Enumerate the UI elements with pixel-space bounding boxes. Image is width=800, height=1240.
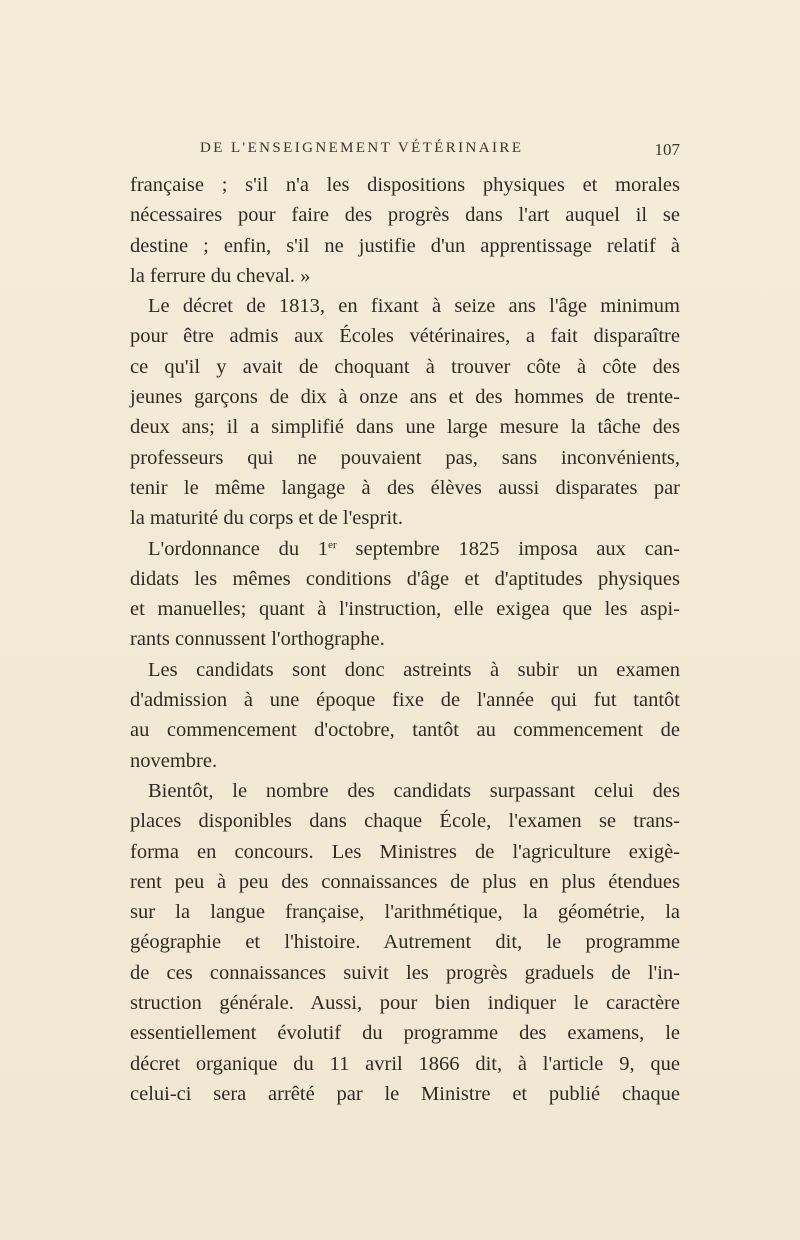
text-line: nécessaires pour faire des progrès dans l'art auquel il se bbox=[130, 204, 680, 227]
text-line: Les candidats sont donc astreints à subir un examen bbox=[148, 658, 680, 681]
text-line: décret organique du 11 avril 1866 dit, à l'article 9, que bbox=[130, 1052, 680, 1075]
paragraph-1 bbox=[130, 170, 680, 291]
text-line: Bientôt, le nombre des candidats surpassant celui des bbox=[148, 779, 680, 802]
paragraph-4 bbox=[130, 655, 680, 776]
text-line: tenir le même langage à des élèves aussi disparates par bbox=[130, 476, 680, 499]
text-line: et manuelles; quant à l'instruction, elle exigea que les aspi- bbox=[130, 598, 680, 621]
body-text bbox=[130, 170, 680, 1109]
text-line: essentiellement évolutif du programme des examens, le bbox=[130, 1022, 680, 1045]
text-line bbox=[130, 534, 680, 564]
text-line: d'admission à une époque fixe de l'année qui fut tantôt bbox=[130, 689, 680, 712]
text-line: places disponibles dans chaque École, l'examen se trans- bbox=[130, 810, 680, 833]
text-line: professeurs qui ne pouvaient pas, sans inconvénients, bbox=[130, 446, 680, 469]
paragraph-3 bbox=[130, 534, 680, 655]
text-line: sur la langue française, l'arithmétique, la géométrie, la bbox=[130, 901, 680, 924]
text-line: rants connussent l'orthographe. bbox=[130, 628, 385, 651]
text-line: celui-ci sera arrêté par le Ministre et publié chaque bbox=[130, 1082, 680, 1105]
paragraph-5 bbox=[130, 776, 680, 1109]
text-line: novembre. bbox=[130, 749, 218, 772]
text-line: forma en concours. Les Ministres de l'agriculture exigè- bbox=[130, 840, 680, 863]
text-line: destine ; enfin, s'il ne justifie d'un apprentissage relatif à bbox=[130, 234, 680, 257]
running-title: DE L'ENSEIGNEMENT VÉTÉRINAIRE bbox=[200, 140, 524, 156]
text-line: pour être admis aux Écoles vétérinaires, a fait disparaître bbox=[130, 325, 680, 348]
text-line: deux ans; il a simplifié dans une large mesure la tâche des bbox=[130, 416, 680, 439]
ordinal-superscript: er bbox=[328, 538, 337, 551]
text-fragment: L'ordonnance du 1 bbox=[148, 537, 329, 560]
page-number: 107 bbox=[654, 140, 680, 159]
text-line: la maturité du corps et de l'esprit. bbox=[130, 507, 403, 530]
paragraph-2 bbox=[130, 291, 680, 533]
text-line: rent peu à peu des connaissances de plus en plus étendues bbox=[130, 870, 680, 893]
text-line: struction générale. Aussi, pour bien indiquer le caractère bbox=[130, 992, 680, 1015]
text-line: didats les mêmes conditions d'âge et d'aptitudes physiques bbox=[130, 567, 680, 590]
text-line: géographie et l'histoire. Autrement dit, le programme bbox=[130, 931, 680, 954]
text-line: la ferrure du cheval. » bbox=[130, 264, 311, 287]
text-fragment: septembre 1825 imposa aux can- bbox=[336, 537, 680, 560]
text-line: française ; s'il n'a les dispositions physiques et morales bbox=[130, 174, 680, 196]
text-line: Le décret de 1813, en fixant à seize ans l'âge minimum bbox=[148, 295, 680, 318]
page-header bbox=[200, 140, 680, 170]
text-line: au commencement d'octobre, tantôt au commencement de bbox=[130, 719, 680, 742]
text-line: jeunes garçons de dix à onze ans et des hommes de trente- bbox=[130, 386, 680, 409]
text-line: ce qu'il y avait de choquant à trouver côte à côte des bbox=[130, 355, 680, 378]
text-line: de ces connaissances suivit les progrès graduels de l'in- bbox=[130, 961, 680, 984]
